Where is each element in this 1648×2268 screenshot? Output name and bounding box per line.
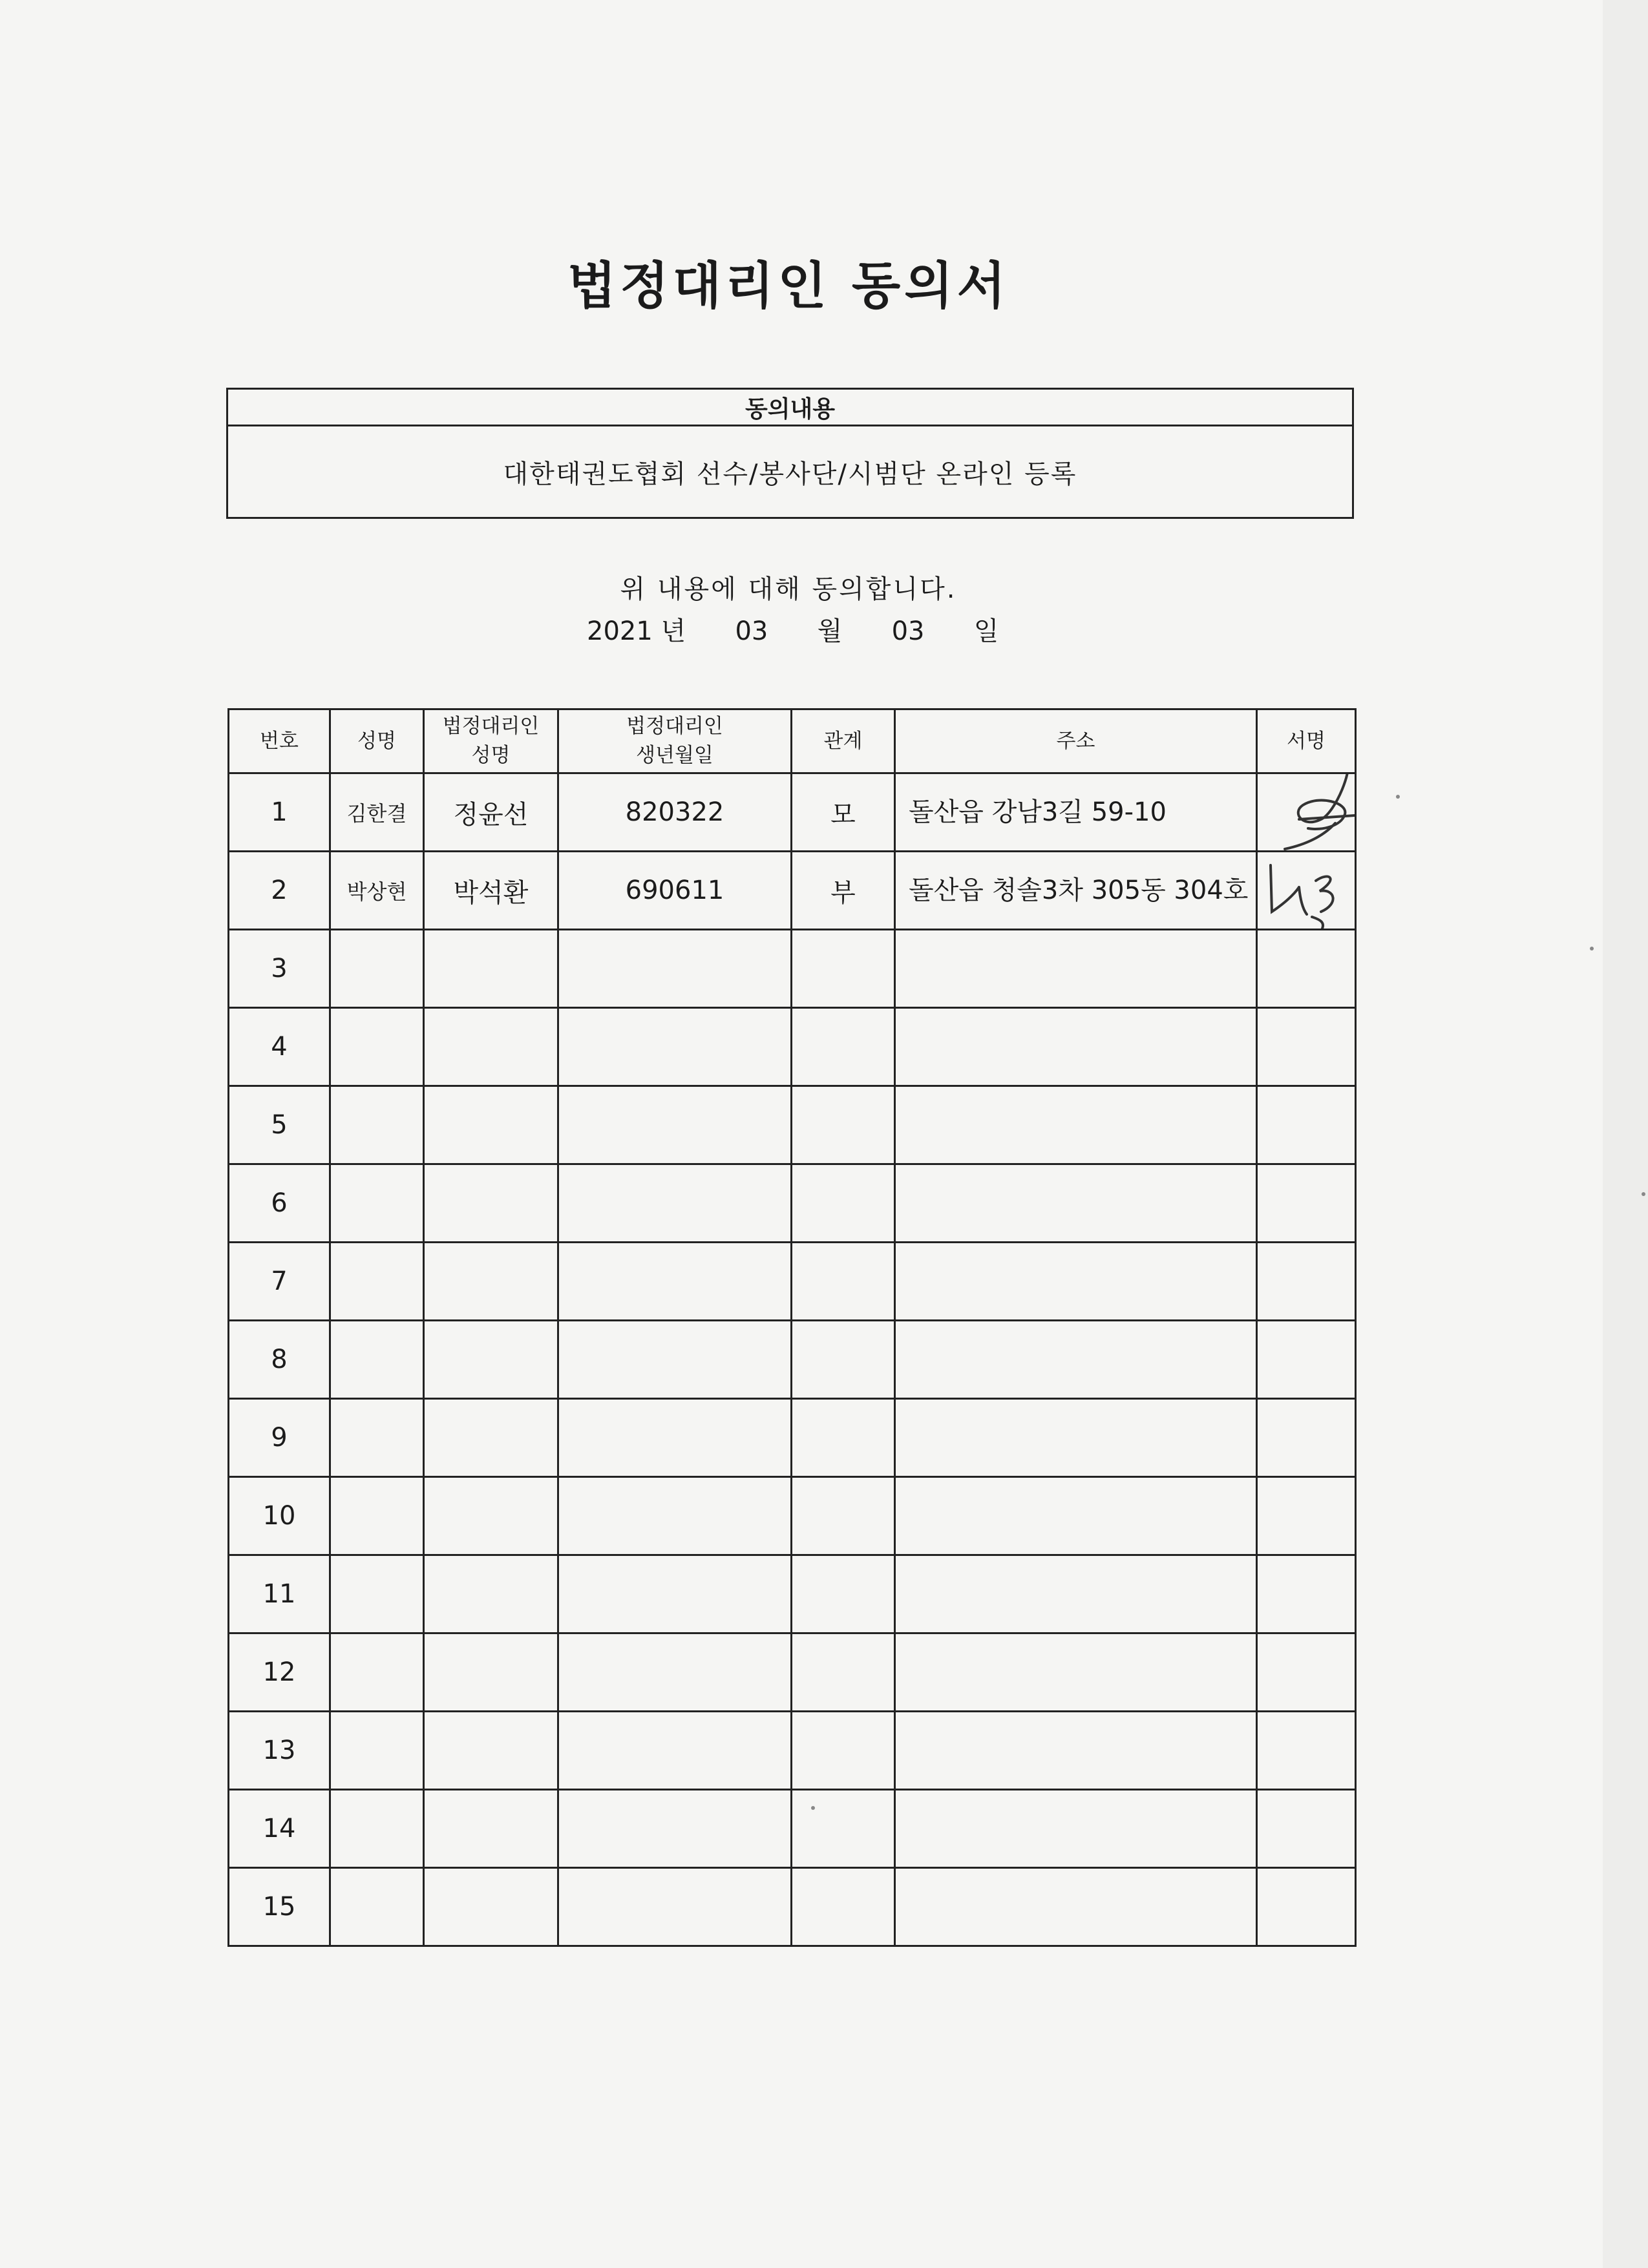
signature-mark-1 bbox=[1258, 774, 1356, 850]
guardian-birth-cell bbox=[558, 1633, 792, 1712]
signature-cell bbox=[1257, 1868, 1356, 1946]
address-cell bbox=[895, 1243, 1257, 1321]
consent-content: 대한태권도협회 선수/봉사단/시범단 온라인 등록 bbox=[503, 459, 1077, 489]
address-cell: 돌산읍 청솔3차 305동 304호 bbox=[895, 852, 1257, 930]
guardian-birth-cell bbox=[558, 1399, 792, 1477]
signature-mark-2 bbox=[1258, 852, 1356, 929]
address-cell bbox=[895, 1790, 1257, 1868]
row-number-cell: 13 bbox=[229, 1712, 330, 1790]
student-name-cell bbox=[330, 1868, 424, 1946]
row-number-cell: 12 bbox=[229, 1633, 330, 1712]
address-cell bbox=[895, 1868, 1257, 1946]
guardian-name-cell bbox=[424, 1555, 558, 1633]
row-number-cell: 3 bbox=[229, 930, 330, 1008]
signature-cell bbox=[1257, 1243, 1356, 1321]
table-row bbox=[229, 1477, 1356, 1555]
scan-edge-shadow bbox=[1603, 0, 1648, 2268]
relation-cell bbox=[792, 1086, 895, 1164]
table-body bbox=[229, 773, 1356, 1946]
relation-cell bbox=[792, 1790, 895, 1868]
guardian-name-cell: 박석환 bbox=[424, 852, 558, 930]
student-name-cell bbox=[330, 1008, 424, 1086]
row-number-cell: 1 bbox=[229, 773, 330, 852]
header-guardian-name bbox=[424, 709, 558, 773]
guardian-name-cell bbox=[424, 1868, 558, 1946]
header-guardian-birth-line1: 법정대리인 bbox=[626, 715, 723, 739]
relation-cell bbox=[792, 1243, 895, 1321]
guardian-birth-cell bbox=[558, 930, 792, 1008]
relation-cell: 모 bbox=[792, 773, 895, 852]
row-number-cell: 7 bbox=[229, 1243, 330, 1321]
row-number-cell: 14 bbox=[229, 1790, 330, 1868]
address-cell bbox=[895, 1399, 1257, 1477]
student-name-cell: 김한결 bbox=[330, 773, 424, 852]
guardian-consent-table bbox=[227, 708, 1357, 1947]
date-day-unit: 일 bbox=[973, 616, 999, 646]
table-row bbox=[229, 1633, 1356, 1712]
address-cell: 돌산읍 강남3길 59-10 bbox=[895, 773, 1257, 852]
table-row bbox=[229, 852, 1356, 930]
address-cell bbox=[895, 1321, 1257, 1399]
row-number-cell: 6 bbox=[229, 1164, 330, 1243]
signature-cell bbox=[1257, 1633, 1356, 1712]
guardian-name-cell bbox=[424, 1633, 558, 1712]
header-guardian-birth-line2: 생년월일 bbox=[636, 744, 713, 767]
document-title: 법정대리인 동의서 bbox=[567, 257, 1009, 315]
header-relation: 관계 bbox=[792, 709, 895, 773]
relation-cell bbox=[792, 1008, 895, 1086]
guardian-name-cell: 정윤선 bbox=[424, 773, 558, 852]
student-name-cell bbox=[330, 1555, 424, 1633]
address-cell bbox=[895, 1633, 1257, 1712]
guardian-birth-cell bbox=[558, 1555, 792, 1633]
address-cell bbox=[895, 930, 1257, 1008]
table-row bbox=[229, 1321, 1356, 1399]
scan-speck bbox=[1396, 795, 1400, 799]
guardian-name-cell bbox=[424, 1086, 558, 1164]
relation-cell bbox=[792, 1633, 895, 1712]
row-number-cell: 9 bbox=[229, 1399, 330, 1477]
guardian-name-cell bbox=[424, 1790, 558, 1868]
table-row bbox=[229, 1712, 1356, 1790]
signature-cell bbox=[1257, 773, 1356, 852]
guardian-name-cell bbox=[424, 1399, 558, 1477]
address-cell bbox=[895, 1712, 1257, 1790]
row-number-cell: 8 bbox=[229, 1321, 330, 1399]
relation-cell: 부 bbox=[792, 852, 895, 930]
student-name-cell bbox=[330, 930, 424, 1008]
relation-cell bbox=[792, 1399, 895, 1477]
address-cell bbox=[895, 1164, 1257, 1243]
address-cell bbox=[895, 1086, 1257, 1164]
table-header-row bbox=[229, 709, 1356, 773]
relation-cell bbox=[792, 1712, 895, 1790]
guardian-name-cell bbox=[424, 930, 558, 1008]
table-row bbox=[229, 930, 1356, 1008]
guardian-birth-cell bbox=[558, 1712, 792, 1790]
student-name-cell bbox=[330, 1321, 424, 1399]
signature-cell bbox=[1257, 1164, 1356, 1243]
scan-speck bbox=[811, 1806, 815, 1810]
table-row bbox=[229, 1243, 1356, 1321]
guardian-name-cell bbox=[424, 1712, 558, 1790]
header-guardian-name-line1: 법정대리인 bbox=[442, 715, 540, 739]
student-name-cell bbox=[330, 1399, 424, 1477]
signature-cell bbox=[1257, 930, 1356, 1008]
signature-cell bbox=[1257, 1399, 1356, 1477]
date-day: 03 bbox=[891, 616, 925, 646]
signature-cell bbox=[1257, 1555, 1356, 1633]
student-name-cell bbox=[330, 1477, 424, 1555]
header-signature bbox=[1257, 709, 1356, 773]
guardian-birth-cell bbox=[558, 1790, 792, 1868]
date-year: 2021 bbox=[587, 616, 653, 646]
guardian-birth-cell bbox=[558, 1477, 792, 1555]
student-name-cell: 박상현 bbox=[330, 852, 424, 930]
row-number-cell: 10 bbox=[229, 1477, 330, 1555]
signature-cell bbox=[1257, 1086, 1356, 1164]
table-row bbox=[229, 1086, 1356, 1164]
header-guardian-name-line2: 성명 bbox=[471, 744, 511, 767]
table-row bbox=[229, 1790, 1356, 1868]
address-cell bbox=[895, 1008, 1257, 1086]
table-row bbox=[229, 1008, 1356, 1086]
relation-cell bbox=[792, 1477, 895, 1555]
guardian-birth-cell bbox=[558, 1868, 792, 1946]
row-number-cell: 2 bbox=[229, 852, 330, 930]
guardian-birth-cell bbox=[558, 1321, 792, 1399]
consent-header: 동의내용 bbox=[228, 390, 1352, 426]
row-number-cell: 11 bbox=[229, 1555, 330, 1633]
signature-cell bbox=[1257, 1790, 1356, 1868]
relation-cell bbox=[792, 1868, 895, 1946]
guardian-birth-cell bbox=[558, 1164, 792, 1243]
table-row bbox=[229, 1555, 1356, 1633]
table-row bbox=[229, 1164, 1356, 1243]
consent-box bbox=[226, 388, 1354, 519]
guardian-name-cell bbox=[424, 1477, 558, 1555]
table-row bbox=[229, 773, 1356, 852]
relation-cell bbox=[792, 1164, 895, 1243]
header-signature-label: 서명 bbox=[1287, 729, 1326, 753]
row-number-cell: 4 bbox=[229, 1008, 330, 1086]
date-month: 03 bbox=[735, 616, 768, 646]
relation-cell bbox=[792, 1321, 895, 1399]
guardian-birth-cell: 690611 bbox=[558, 852, 792, 930]
student-name-cell bbox=[330, 1712, 424, 1790]
date-line bbox=[587, 611, 998, 647]
address-cell bbox=[895, 1555, 1257, 1633]
guardian-birth-cell bbox=[558, 1008, 792, 1086]
header-number: 번호 bbox=[229, 709, 330, 773]
guardian-birth-cell: 820322 bbox=[558, 773, 792, 852]
date-month-unit: 월 bbox=[817, 616, 843, 646]
header-address: 주소 bbox=[895, 709, 1257, 773]
header-guardian-birth bbox=[558, 709, 792, 773]
scan-speck bbox=[1590, 947, 1594, 950]
guardian-name-cell bbox=[424, 1008, 558, 1086]
relation-cell bbox=[792, 1555, 895, 1633]
table-row bbox=[229, 1868, 1356, 1946]
guardian-birth-cell bbox=[558, 1243, 792, 1321]
relation-cell bbox=[792, 930, 895, 1008]
date-year-unit: 년 bbox=[660, 616, 686, 646]
header-name: 성명 bbox=[330, 709, 424, 773]
row-number-cell: 15 bbox=[229, 1868, 330, 1946]
guardian-name-cell bbox=[424, 1243, 558, 1321]
guardian-name-cell bbox=[424, 1164, 558, 1243]
signature-cell bbox=[1257, 1008, 1356, 1086]
guardian-birth-cell bbox=[558, 1086, 792, 1164]
student-name-cell bbox=[330, 1086, 424, 1164]
student-name-cell bbox=[330, 1633, 424, 1712]
student-name-cell bbox=[330, 1243, 424, 1321]
row-number-cell: 5 bbox=[229, 1086, 330, 1164]
agreement-statement: 위 내용에 대해 동의합니다. bbox=[620, 574, 957, 604]
signature-cell bbox=[1257, 1321, 1356, 1399]
table-row bbox=[229, 1399, 1356, 1477]
student-name-cell bbox=[330, 1164, 424, 1243]
address-cell bbox=[895, 1477, 1257, 1555]
scan-speck bbox=[1642, 1192, 1645, 1196]
signature-cell bbox=[1257, 1712, 1356, 1790]
student-name-cell bbox=[330, 1790, 424, 1868]
signature-cell bbox=[1257, 852, 1356, 930]
guardian-name-cell bbox=[424, 1321, 558, 1399]
signature-cell bbox=[1257, 1477, 1356, 1555]
